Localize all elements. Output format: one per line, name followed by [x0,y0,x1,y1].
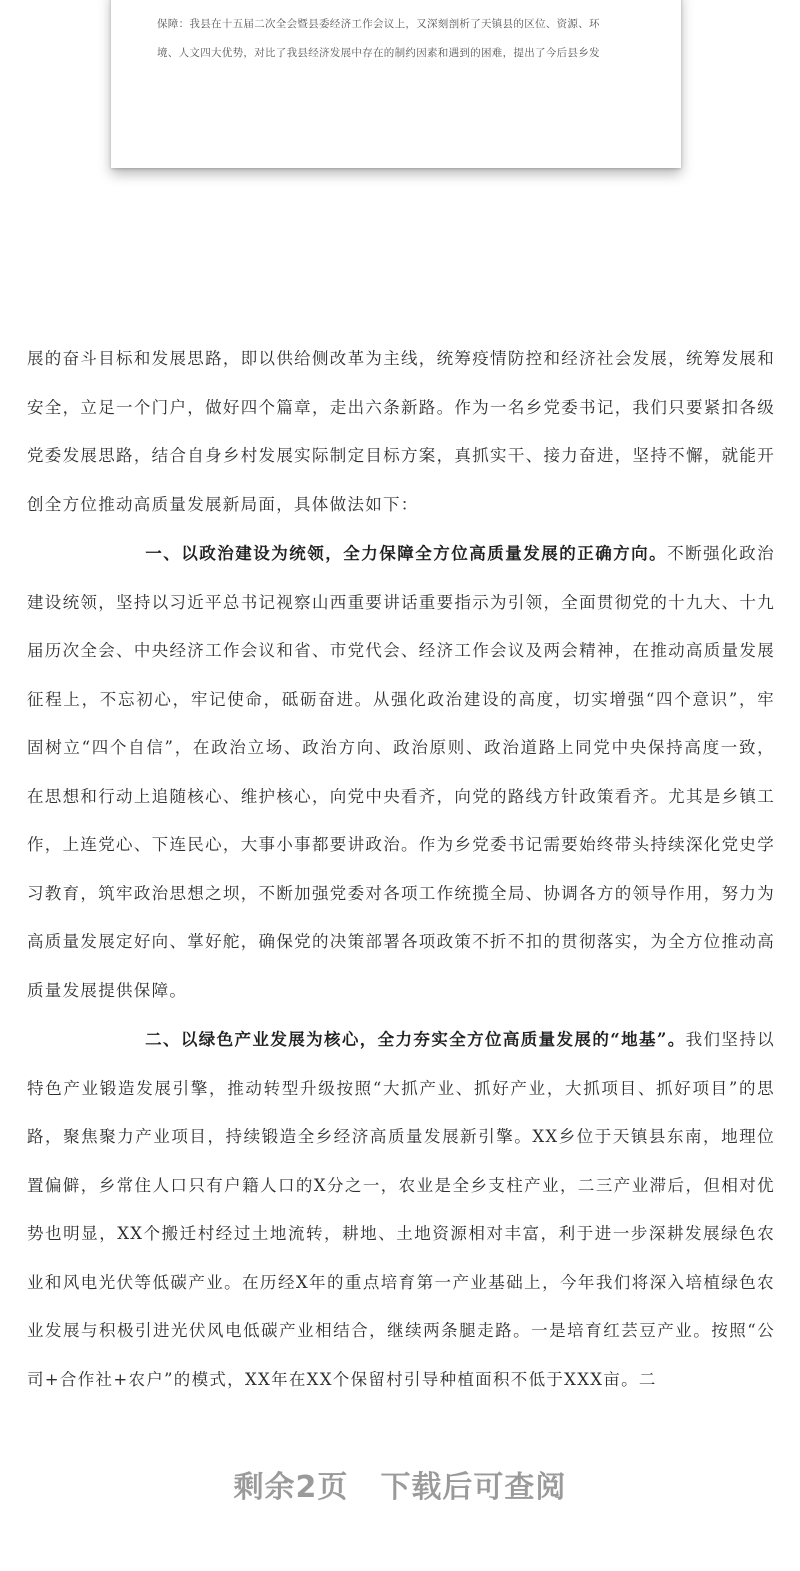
preview-page-card [111,0,681,168]
document-body [27,335,775,1404]
paragraph-intro: 展的奋斗目标和发展思路，即以供给侧改革为主线，统筹疫情防控和经济社会发展，统筹发展和安全，立足一个门户，做好四个篇章，走出六条新路。作为一名乡党委书记，我们只要紧扣各级党委发展思路，结合自身乡村发展实际制定目标方案，真抓实干、接力奋进，坚持不懈，就能开创全方位推动高质量发展新局面，具体做法如下： [27,349,775,514]
section-2-heading: 二、以绿色产业发展为核心，全力夯实全方位高质量发展的“地基”。 [145,1030,686,1049]
section-1-heading: 一、以政治建设为统领，全力保障全方位高质量发展的正确方向。 [145,544,668,563]
section-2-text: 我们坚持以特色产业锻造发展引擎，推动转型升级按照“大抓产业、抓好产业，大抓项目、抓好项目”的思路，聚焦聚力产业项目，持续锻造全乡经济高质量发展新引擎。XX乡位于天镇县东南，地理位置偏僻，乡常住人口只有户籍人口的X分之一，农业是全乡支柱产业，二三产业滞后，但相对优势也明显，XX个搬迁村经过土地流转，耕地、土地资源相对丰富，利于进一步深耕发展绿色农业和风电光伏等低碳产业。在历经X年的重点培育第一产业基础上，今年我们将深入培植绿色农业发展与积极引进光伏风电低碳产业相结合，继续两条腿走路。一是培育红芸豆产业。按照“公司+合作社+农户”的模式，XX年在XX个保留村引导种植面积不低于XXX亩。二 [27,1030,776,1389]
preview-line-2: 境、人文四大优势，对比了我县经济发展中存在的制约因素和遇到的困难，提出了今后县乡发 [157,47,600,59]
preview-page-text [157,10,657,68]
preview-line-1: 保障：我县在十五届二次全会暨县委经济工作会议上，又深刻剖析了天镇县的区位、资源、环 [157,18,600,30]
download-notice-button[interactable] [0,1462,800,1506]
section-1-text: 不断强化政治建设统领，坚持以习近平总书记视察山西重要讲话重要指示为引领，全面贯彻党的十九大、十九届历次全会、中央经济工作会议和省、市党代会、经济工作会议及两会精神，在推动高质量发展征程上，不忘初心，牢记使命，砥砺奋进。从强化政治建设的高度，切实增强“四个意识”，牢固树立“四个自信”，在政治立场、政治方向、政治原则、政治道路上同党中央保持高度一致，在思想和行动上追随核心、维护核心，向党中央看齐，向党的路线方针政策看齐。尤其是乡镇工作，上连党心、下连民心，大事小事都要讲政治。作为乡党委书记需要始终带头持续深化党史学习教育，筑牢政治思想之坝，不断加强党委对各项工作统揽全局、协调各方的领导作用，努力为高质量发展定好向、掌好舵，确保党的决策部署各项政策不折不扣的贯彻落实，为全方位推动高质量发展提供保障。 [27,544,775,1000]
download-to-view-label: 下载后可查阅 [380,1470,567,1505]
remaining-pages-label: 剩余2页 [233,1470,349,1505]
